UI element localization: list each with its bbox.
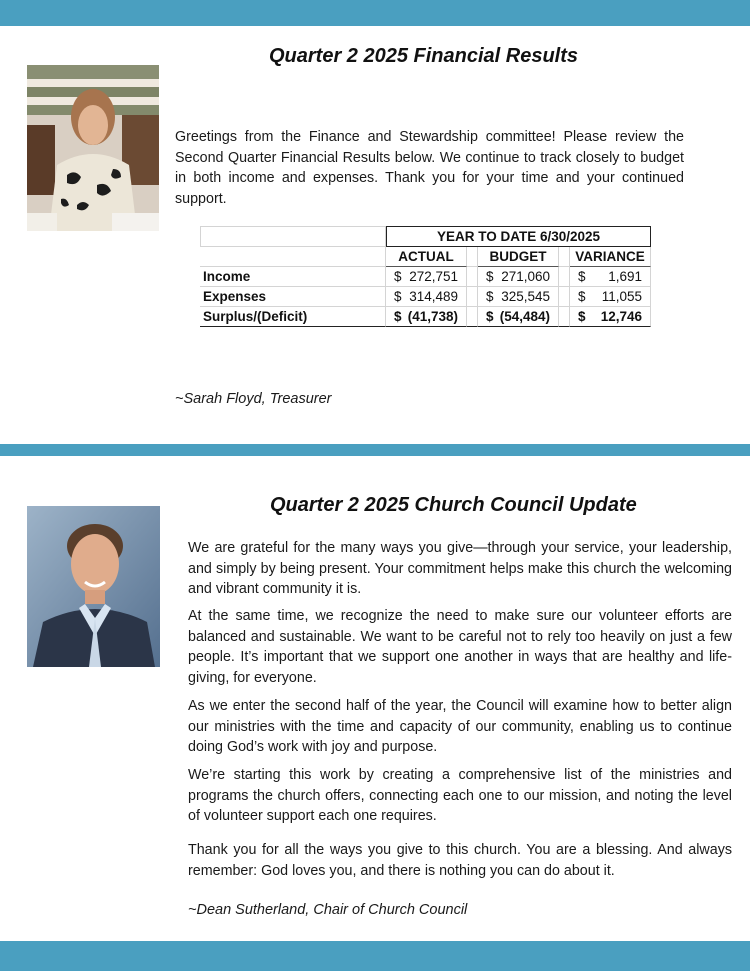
council-chair-photo-art: [27, 506, 160, 667]
dollar-sign: $: [486, 289, 494, 304]
col-gap: [559, 267, 570, 287]
cell-value: 325,545: [501, 289, 550, 304]
dollar-sign: $: [578, 289, 586, 304]
table-row-surplus: [200, 307, 651, 327]
council-paragraph-3: As we enter the second half of the year, the Council will examine how to better align our ministries with the time and capacity of our community, enabling us to continue doing God’s work with joy and purpose.: [188, 698, 732, 755]
cell-value: 271,060: [501, 269, 550, 284]
middle-color-band: [0, 444, 750, 456]
treasurer-photo-art: [27, 65, 159, 231]
financial-results-table: [200, 226, 651, 327]
council-chair-photo: [27, 506, 160, 667]
council-paragraph-1: We are grateful for the many ways you give—through your service, your leadership, and simply by being present. Your commitment helps make this church the welcoming and vibrant community it is.: [188, 540, 732, 597]
cell-budget: [478, 307, 559, 327]
dollar-sign: $: [394, 269, 402, 284]
cell-value: (54,484): [499, 309, 550, 324]
col-gap: [559, 307, 570, 327]
financial-results-title: Quarter 2 2025 Financial Results: [269, 45, 579, 67]
col-header-budget: BUDGET: [478, 247, 559, 267]
cell-value: 1,691: [608, 269, 642, 284]
cell-value: 314,489: [409, 289, 458, 304]
cell-budget: [478, 267, 559, 287]
cell-actual: [386, 287, 467, 307]
cell-value: (41,738): [407, 309, 458, 324]
col-gap: [467, 287, 478, 307]
council-paragraph-4: We’re starting this work by creating a comprehensive list of the ministries and programs the church offers, connecting each one to our mission, and noting the level of volunteer support each one requires.: [188, 767, 732, 824]
dollar-sign: $: [394, 309, 402, 324]
col-gap: [559, 287, 570, 307]
council-update-title: Quarter 2 2025 Church Council Update: [270, 494, 637, 516]
cell-variance: [570, 267, 651, 287]
top-color-band: [0, 0, 750, 26]
col-gap: [467, 307, 478, 327]
treasurer-photo: [27, 65, 159, 231]
cell-variance: [570, 307, 651, 327]
cell-value: 272,751: [409, 269, 458, 284]
col-gap: [559, 247, 570, 267]
cell-variance: [570, 287, 651, 307]
cell-value: 12,746: [600, 309, 642, 324]
council-chair-signature: ~Dean Sutherland, Chair of Church Council: [188, 902, 468, 918]
dollar-sign: $: [578, 269, 586, 284]
table-row-expenses: [200, 287, 651, 307]
row-label: Income: [200, 267, 386, 287]
cell-value: 11,055: [601, 289, 642, 304]
treasurer-signature: ~Sarah Floyd, Treasurer: [175, 391, 332, 407]
financial-intro-paragraph: Greetings from the Finance and Stewardship committee! Please review the Second Quarter Financial Results below. We continue to track closely to budget in both income and expenses. Thank you for your time and your continued support.: [175, 129, 684, 207]
table-column-row: [200, 247, 651, 267]
table-corner-cell: [200, 226, 386, 247]
col-gap: [467, 267, 478, 287]
council-paragraph-5: Thank you for all the ways you give to this church. You are a blessing. And always remember: God loves you, and there is nothing you can do about it.: [188, 842, 732, 879]
row-label: Expenses: [200, 287, 386, 307]
dollar-sign: $: [486, 309, 494, 324]
dollar-sign: $: [578, 309, 586, 324]
row-label: Surplus/(Deficit): [200, 307, 386, 327]
council-paragraph-2: At the same time, we recognize the need to make sure our volunteer efforts are balanced and sustainable. We want to be careful not to rely too heavily on just a few people. It’s important that we support one another in ways that are healthy and life-giving, for everyone.: [188, 608, 732, 686]
cell-actual: [386, 307, 467, 327]
table-header-row: [200, 226, 651, 247]
dollar-sign: $: [394, 289, 402, 304]
table-row-income: [200, 267, 651, 287]
bottom-color-band: [0, 941, 750, 971]
col-header-variance: VARIANCE: [570, 247, 651, 267]
table-period-header: YEAR TO DATE 6/30/2025: [386, 226, 651, 247]
cell-budget: [478, 287, 559, 307]
col-gap: [467, 247, 478, 267]
cell-actual: [386, 267, 467, 287]
col-header-actual: ACTUAL: [386, 247, 467, 267]
table-label-blank: [200, 247, 386, 267]
dollar-sign: $: [486, 269, 494, 284]
